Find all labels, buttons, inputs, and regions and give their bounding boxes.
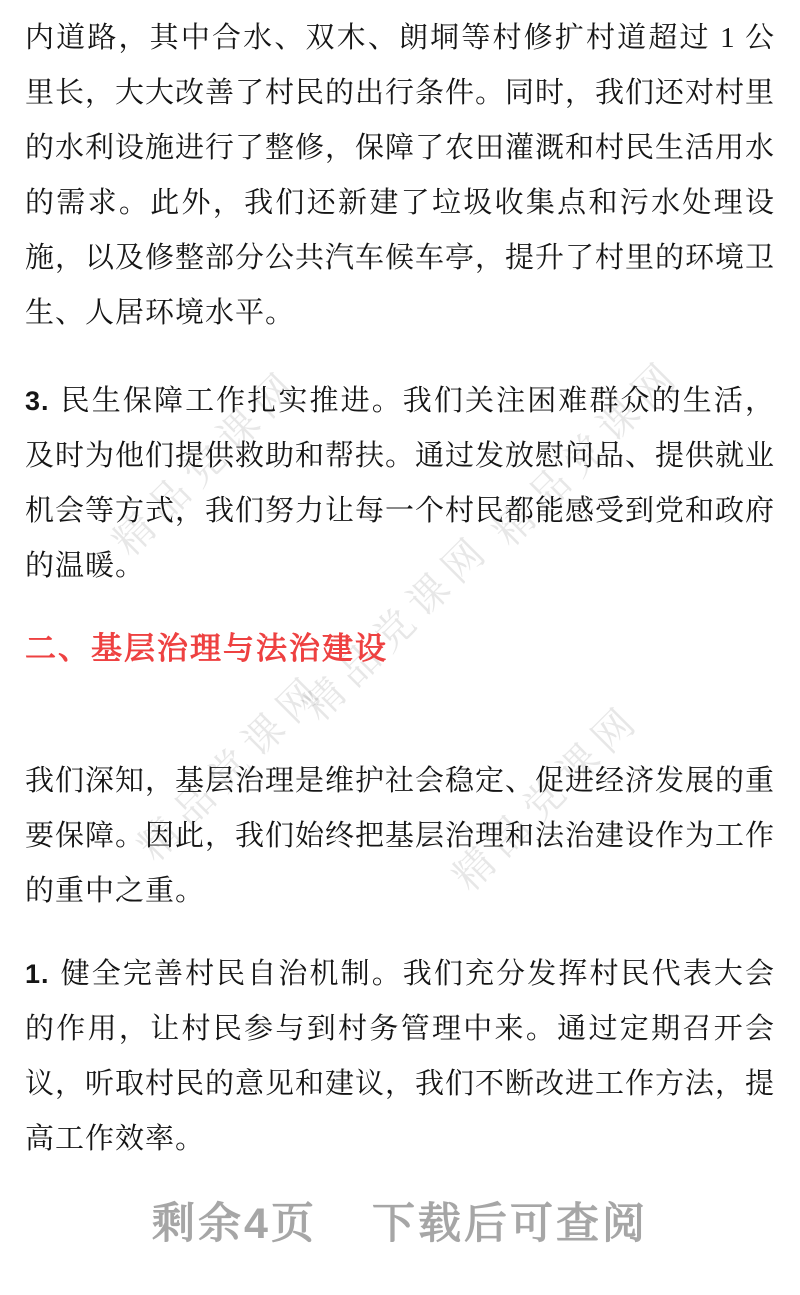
paragraph-governance-intro-text: 我们深知，基层治理是维护社会稳定、促进经济发展的重要保障。因此，我们始终把基层治理和法治建设作为工作的重中之重。 — [25, 765, 776, 907]
pages-remaining-label: 剩余4页 — [152, 1200, 317, 1248]
paragraph-self-governance — [25, 947, 775, 1167]
watermark-text: 精品党课网 — [485, 350, 690, 555]
paragraph-infrastructure-text: 内道路，其中合水、双木、朗垌等村修扩村道超过 1 公里长，大大改善了村民的出行条件。同时，我们还对村里的水利设施进行了整修，保障了农田灌溉和村民生活用水的需求。此外，我们还新建了垃圾收集点和污水处理设施，以及修整部分公共汽车候车亭，提升了村里的环境卫生、人居环境水平。 — [25, 22, 776, 329]
watermark-text: 精品党课网 — [105, 360, 310, 565]
watermark-text: 精品党课网 — [295, 525, 500, 730]
watermark-text: 精品党课网 — [130, 665, 335, 870]
paragraph-livelihood — [25, 374, 775, 594]
list-number-1: 1. — [25, 959, 50, 989]
download-hint-label: 下载后可查阅 — [371, 1200, 648, 1248]
paragraph-infrastructure — [25, 11, 775, 341]
paragraph-self-governance-text: 健全完善村民自治机制。我们充分发挥村民代表大会的作用，让村民参与到村务管理中来。通过定期召开会议，听取村民的意见和建议，我们不断改进工作方法，提高工作效率。 — [25, 958, 776, 1155]
watermark-text: 精品党课网 — [445, 695, 650, 900]
section-heading: 二、基层治理与法治建设 — [25, 631, 388, 666]
paragraph-governance-intro — [25, 754, 775, 919]
paragraph-livelihood-text: 民生保障工作扎实推进。我们关注困难群众的生活，及时为他们提供救助和帮扶。通过发放慰问品、提供就业机会等方式，我们努力让每一个村民都能感受到党和政府的温暖。 — [25, 385, 776, 582]
preview-footer — [0, 1190, 800, 1251]
list-number-3: 3. — [25, 386, 50, 416]
